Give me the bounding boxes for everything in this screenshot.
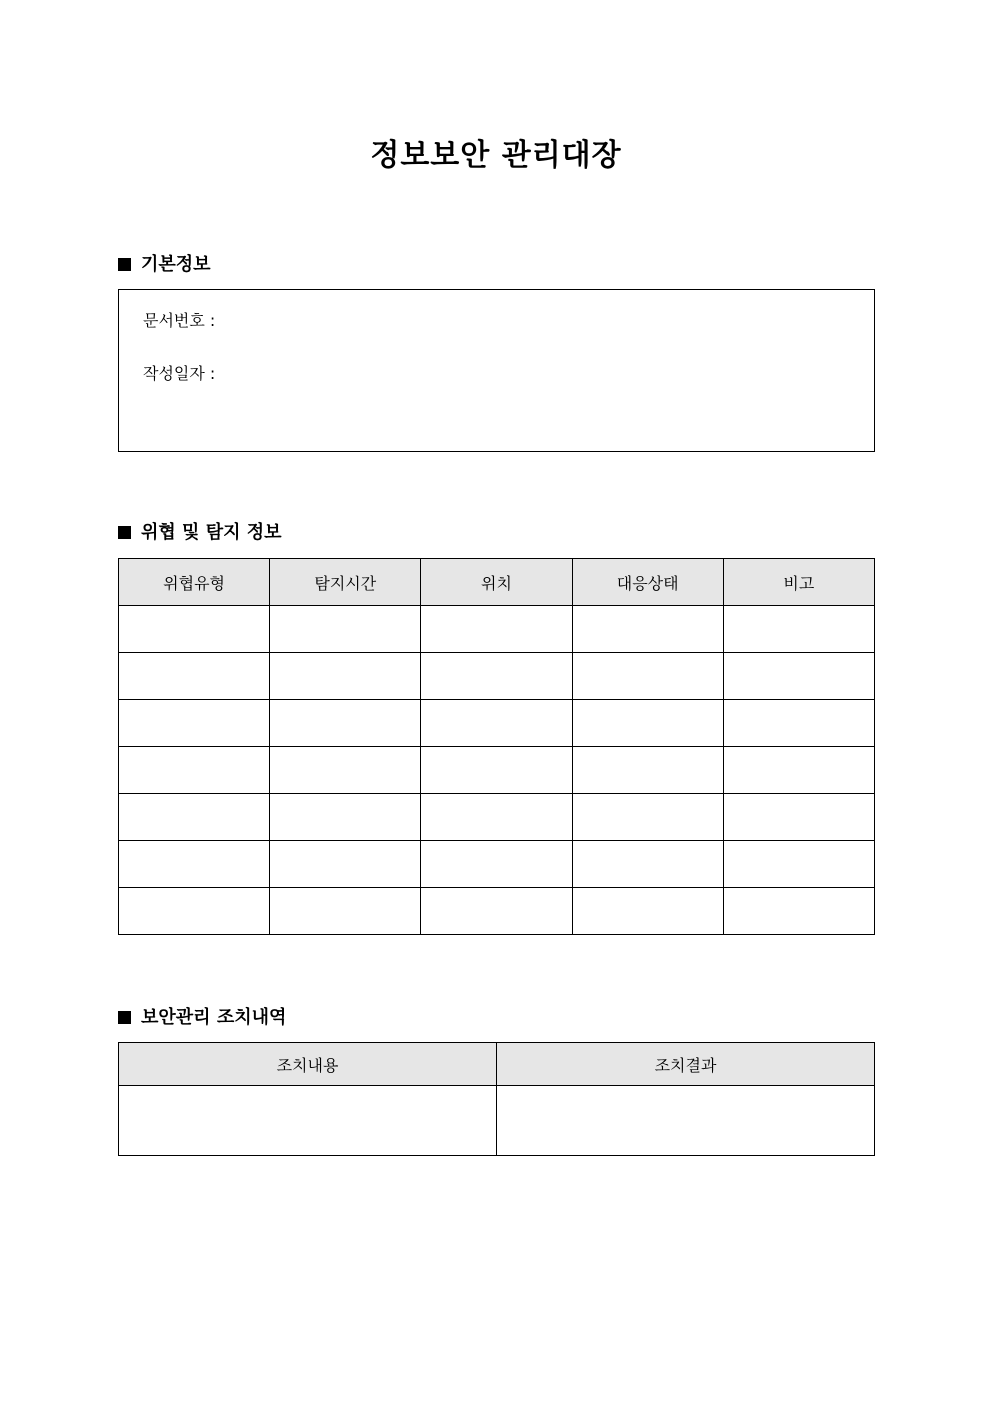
square-bullet-icon bbox=[118, 1011, 131, 1024]
column-header-remarks: 비고 bbox=[723, 559, 874, 606]
table-cell[interactable] bbox=[119, 653, 270, 700]
threat-detection-table bbox=[118, 558, 875, 935]
table-cell[interactable] bbox=[270, 841, 421, 888]
table-cell[interactable] bbox=[421, 653, 572, 700]
table-header-row bbox=[119, 1043, 875, 1086]
table-cell[interactable] bbox=[723, 841, 874, 888]
table-cell[interactable] bbox=[572, 700, 723, 747]
column-header-location: 위치 bbox=[421, 559, 572, 606]
security-action-table bbox=[118, 1042, 875, 1156]
section-heading-security-actions bbox=[118, 1005, 286, 1031]
column-header-threat-type: 위협유형 bbox=[119, 559, 270, 606]
table-cell[interactable] bbox=[270, 794, 421, 841]
table-row bbox=[119, 653, 875, 700]
table-cell[interactable] bbox=[572, 747, 723, 794]
table-header-row bbox=[119, 559, 875, 606]
column-header-response-status: 대응상태 bbox=[572, 559, 723, 606]
document-title: 정보보안 관리대장 bbox=[370, 138, 622, 173]
table-cell[interactable] bbox=[270, 606, 421, 653]
table-cell[interactable] bbox=[572, 841, 723, 888]
basic-info-box bbox=[118, 289, 875, 452]
section-heading-label: 위협 및 탐지 정보 bbox=[141, 522, 282, 543]
table-cell[interactable] bbox=[119, 747, 270, 794]
table-cell[interactable] bbox=[723, 888, 874, 935]
table-cell[interactable] bbox=[119, 888, 270, 935]
square-bullet-icon bbox=[118, 258, 131, 271]
table-cell[interactable] bbox=[270, 747, 421, 794]
table-cell[interactable] bbox=[421, 888, 572, 935]
table-cell[interactable] bbox=[421, 794, 572, 841]
table-cell[interactable] bbox=[572, 794, 723, 841]
table-cell[interactable] bbox=[270, 653, 421, 700]
table-row bbox=[119, 747, 875, 794]
table-cell[interactable] bbox=[723, 606, 874, 653]
section-heading-threat-detection bbox=[118, 520, 282, 546]
section-heading-label: 기본정보 bbox=[141, 254, 211, 275]
column-header-detection-time: 탐지시간 bbox=[270, 559, 421, 606]
table-cell[interactable] bbox=[723, 700, 874, 747]
table-cell[interactable] bbox=[119, 794, 270, 841]
table-row bbox=[119, 841, 875, 888]
table-cell[interactable] bbox=[421, 841, 572, 888]
table-cell[interactable] bbox=[421, 747, 572, 794]
table-cell[interactable] bbox=[723, 653, 874, 700]
section-heading-basic-info bbox=[118, 252, 211, 278]
table-cell[interactable] bbox=[119, 606, 270, 653]
table-cell[interactable] bbox=[572, 888, 723, 935]
table-cell[interactable] bbox=[119, 700, 270, 747]
table-cell[interactable] bbox=[119, 1086, 497, 1156]
table-cell[interactable] bbox=[270, 700, 421, 747]
column-header-action-result: 조치결과 bbox=[497, 1043, 875, 1086]
table-cell[interactable] bbox=[119, 841, 270, 888]
table-cell[interactable] bbox=[723, 794, 874, 841]
column-header-action-content: 조치내용 bbox=[119, 1043, 497, 1086]
table-cell[interactable] bbox=[421, 606, 572, 653]
written-date-label: 작성일자 : bbox=[143, 364, 216, 383]
table-row bbox=[119, 888, 875, 935]
table-cell[interactable] bbox=[497, 1086, 875, 1156]
square-bullet-icon bbox=[118, 526, 131, 539]
table-cell[interactable] bbox=[270, 888, 421, 935]
table-cell[interactable] bbox=[572, 606, 723, 653]
table-row bbox=[119, 794, 875, 841]
table-row bbox=[119, 606, 875, 653]
doc-number-label: 문서번호 : bbox=[143, 311, 216, 330]
table-cell[interactable] bbox=[572, 653, 723, 700]
section-heading-label: 보안관리 조치내역 bbox=[141, 1007, 287, 1028]
table-row bbox=[119, 700, 875, 747]
table-row bbox=[119, 1086, 875, 1156]
table-cell[interactable] bbox=[723, 747, 874, 794]
table-cell[interactable] bbox=[421, 700, 572, 747]
